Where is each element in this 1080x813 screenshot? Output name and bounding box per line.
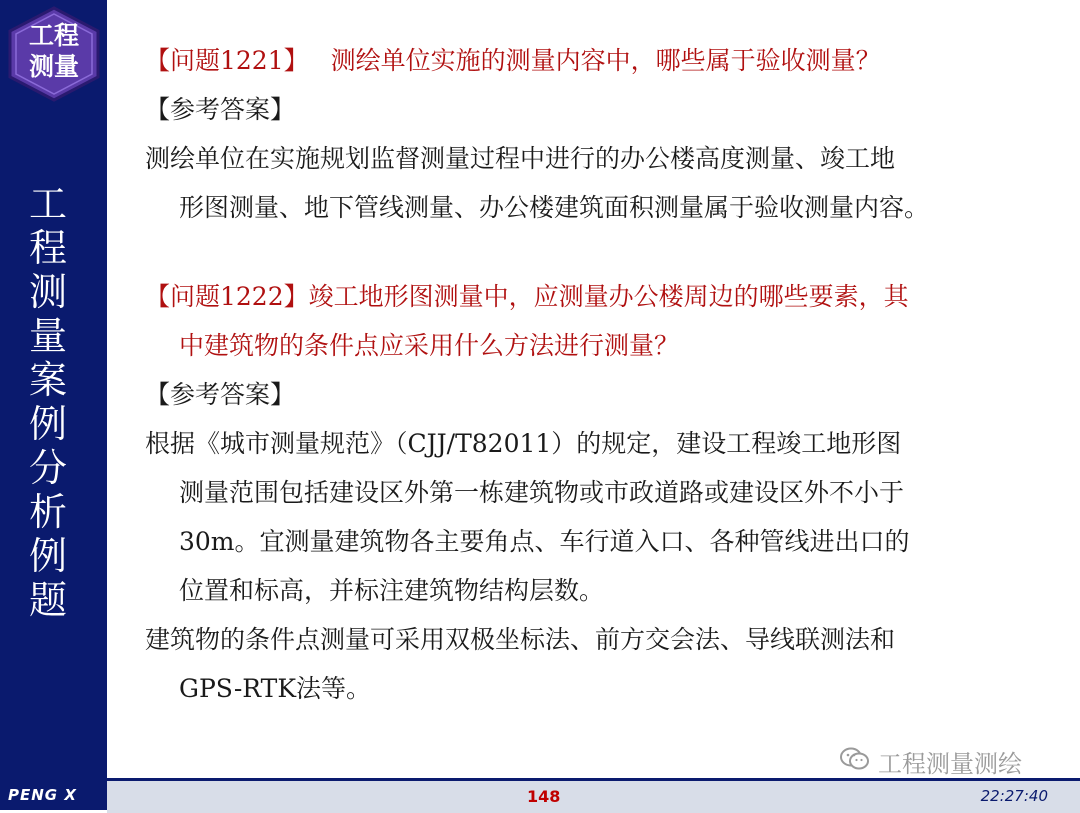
answer-1221 xyxy=(145,134,1065,232)
badge-line-2: 测量 xyxy=(28,52,79,81)
watermark xyxy=(840,744,1022,779)
question-text: 中建筑物的条件点应采用什么方法进行测量？ xyxy=(179,331,680,360)
vertical-title: 工程测量案例分析例题 xyxy=(28,182,67,622)
answer-line: 测量范围包括建设区外第一栋建筑物或市政道路或建设区外不小于 xyxy=(179,478,905,507)
answer-line: 形图测量、地下管线测量、办公楼建筑面积测量属于验收测量内容。 xyxy=(179,193,930,222)
author-label: PENG X xyxy=(8,786,77,804)
badge-line-1: 工程 xyxy=(28,21,79,50)
sidebar xyxy=(0,0,107,810)
question-label: 【问题1222】 xyxy=(145,282,309,311)
page-number: 148 xyxy=(527,787,561,806)
answer-line: GPS-RTK法等。 xyxy=(179,674,372,703)
question-text: 测绘单位实施的测量内容中，哪些属于验收测量？ xyxy=(330,46,881,75)
wechat-icon xyxy=(840,746,870,778)
question-1222 xyxy=(145,272,1065,370)
answer-line: 测绘单位在实施规划监督测量过程中进行的办公楼高度测量、竣工地 xyxy=(145,144,896,173)
answer-line: 建筑物的条件点测量可采用双极坐标法、前方交会法、导线联测法和 xyxy=(145,625,896,654)
clock-time: 22:27:40 xyxy=(980,787,1048,805)
hexagon-badge xyxy=(8,6,100,102)
answer-line: 位置和标高，并标注建筑物结构层数。 xyxy=(179,576,605,605)
answer-line: 30m。宜测量建筑物各主要角点、车行道入口、各种管线进出口的 xyxy=(179,527,910,556)
watermark-text: 工程测量测绘 xyxy=(878,750,1022,778)
question-1221 xyxy=(145,36,1065,85)
bottom-bar xyxy=(107,778,1080,813)
answer-label: 【参考答案】 xyxy=(145,380,296,409)
question-text: 竣工地形图测量中，应测量办公楼周边的哪些要素，其 xyxy=(308,282,909,311)
answer-line: 根据《城市测量规范》（CJJ/T82011）的规定，建设工程竣工地形图 xyxy=(145,429,902,458)
question-label: 【问题1221】 xyxy=(145,46,309,75)
slide-content xyxy=(145,36,1065,713)
answer-label: 【参考答案】 xyxy=(145,95,296,124)
answer-1222 xyxy=(145,419,1065,713)
badge-label xyxy=(8,20,100,82)
